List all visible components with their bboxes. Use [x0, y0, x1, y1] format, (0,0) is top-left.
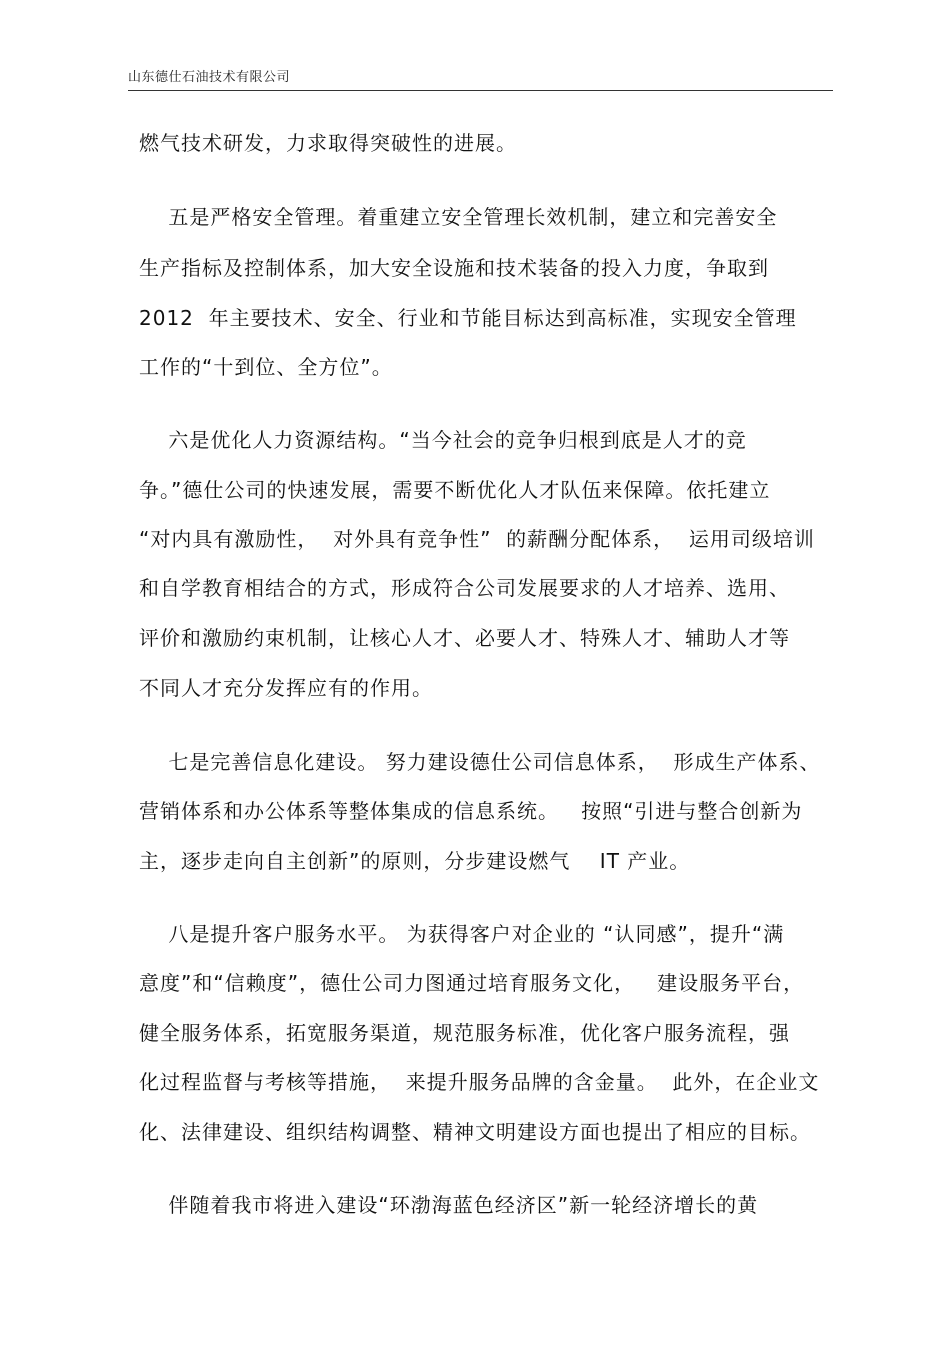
text-line: 七是完善信息化建设。 努力建设德仕公司信息体系， 形成生产体系、 — [139, 750, 821, 774]
text-line: 生产指标及控制体系，加大安全设施和技术装备的投入力度，争取到 — [139, 256, 769, 280]
text-line: 化过程监督与考核等措施， 来提升服务品牌的含金量。 此外，在企业文 — [139, 1070, 820, 1094]
text-line: 和自学教育相结合的方式，形成符合公司发展要求的人才培养、选用、 — [139, 576, 790, 600]
text-line: 五是严格安全管理。着重建立安全管理长效机制，建立和完善安全 — [139, 205, 778, 229]
text-line: 争。”德仕公司的快速发展，需要不断优化人才队伍来保障。依托建立 — [139, 478, 771, 502]
text-line: 意度”和“信赖度”，德仕公司力图通过培育服务文化， 建设服务平台， — [139, 971, 805, 995]
text-line: 不同人才充分发挥应有的作用。 — [139, 676, 433, 700]
text-line: 燃气技术研发，力求取得突破性的进展。 — [139, 131, 517, 155]
text-line: 营销体系和办公体系等整体集成的信息系统。 按照“引进与整合创新为 — [139, 799, 803, 823]
text-line: 评价和激励约束机制，让核心人才、必要人才、特殊人才、辅助人才等 — [139, 626, 790, 650]
header-divider — [128, 90, 833, 91]
header-company-name: 山东德仕石油技术有限公司 — [128, 70, 291, 85]
text-line: “对内具有激励性， 对外具有竞争性” 的薪酬分配体系， 运用司级培训 — [139, 527, 815, 551]
text-line: 伴随着我市将进入建设“环渤海蓝色经济区”新一轮经济增长的黄 — [139, 1193, 759, 1217]
text-line: 化、法律建设、组织结构调整、精神文明建设方面也提出了相应的目标。 — [139, 1120, 811, 1144]
text-line: 健全服务体系，拓宽服务渠道，规范服务标准，优化客户服务流程，强 — [139, 1021, 790, 1045]
text-line: 六是优化人力资源结构。“当今社会的竞争归根到底是人才的竞 — [139, 428, 747, 452]
text-line: 八是提升客户服务水平。 为获得客户对企业的 “认同感”，提升“满 — [139, 922, 785, 946]
text-line: 2012 年主要技术、安全、行业和节能目标达到高标准，实现安全管理 — [139, 306, 797, 330]
text-line: 主，逐步走向自主创新”的原则，分步建设燃气 IT 产业。 — [139, 849, 691, 873]
text-line: 工作的“十到位、全方位”。 — [139, 355, 393, 379]
